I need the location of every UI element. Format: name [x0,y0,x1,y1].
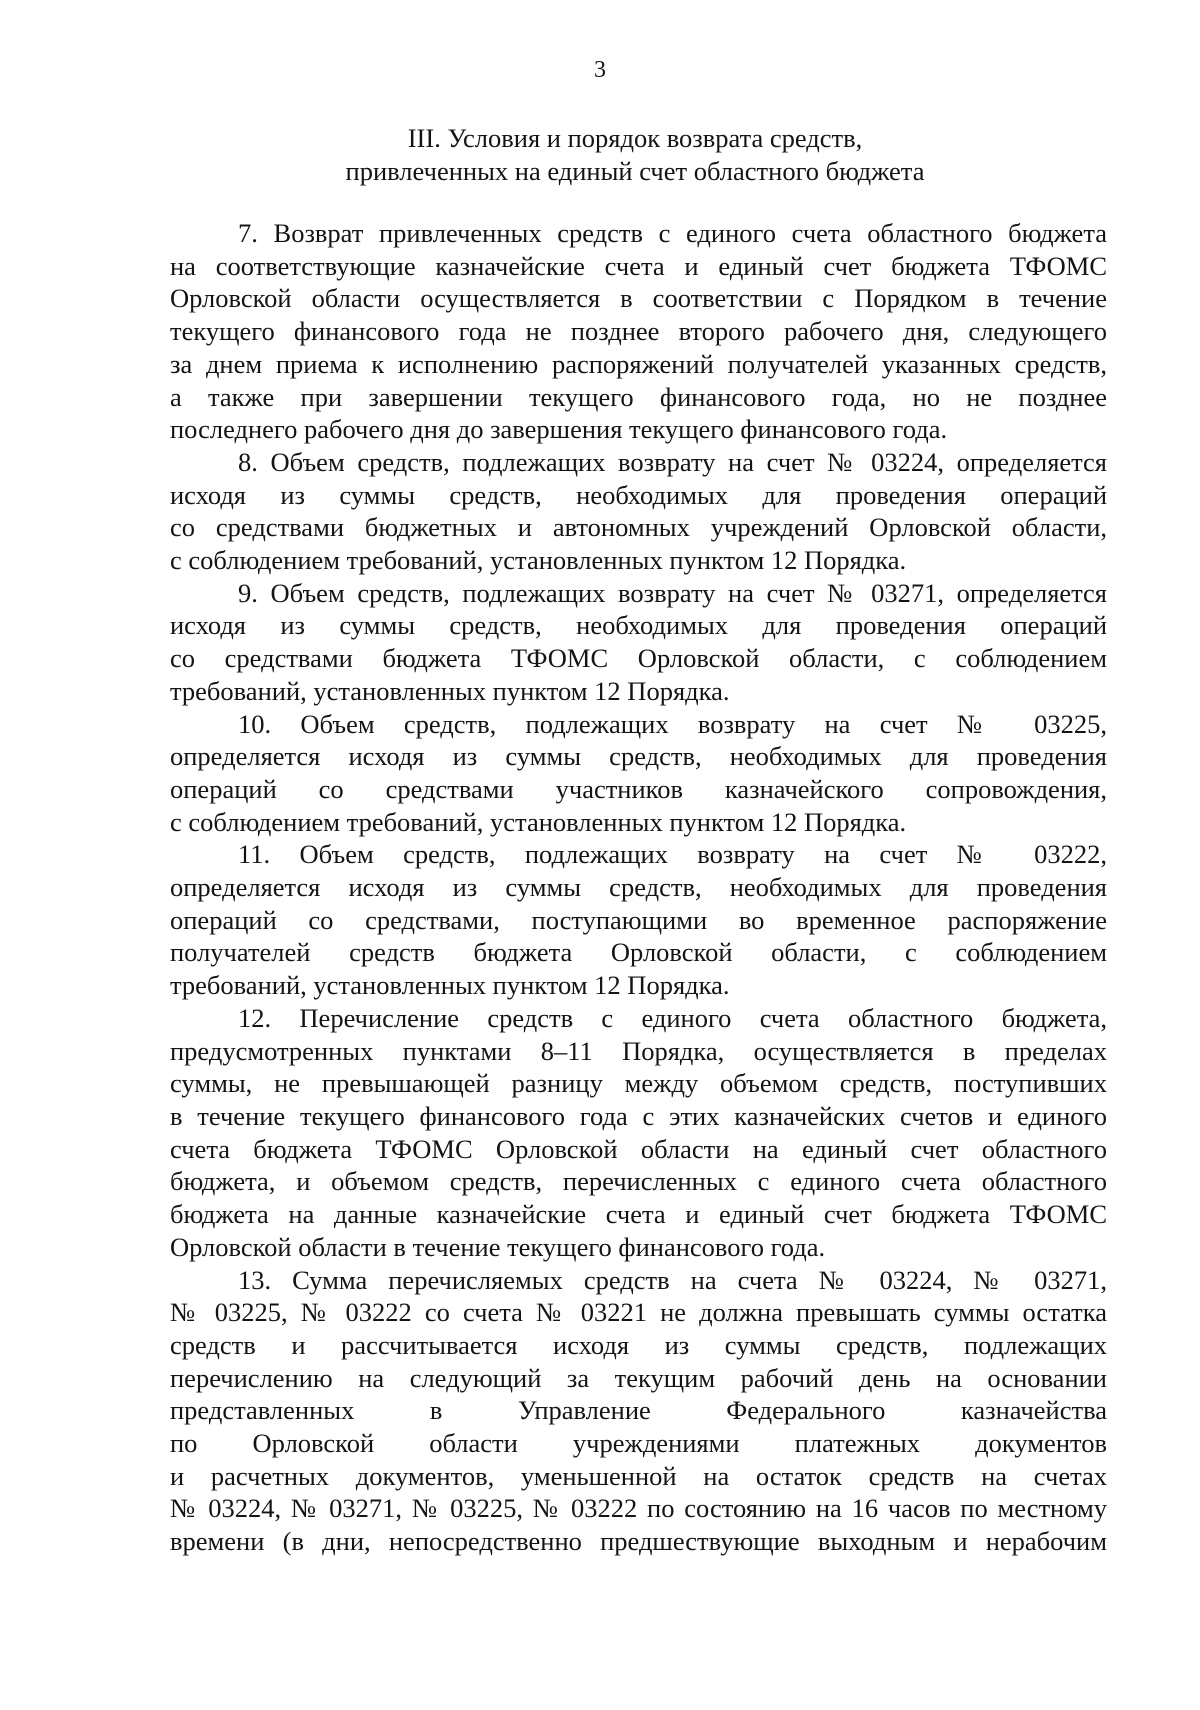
paragraph-line: 8. Объем средств, подлежащих возврату на счет № 03224, определяется [238,446,1107,477]
section-heading-line: III. Условия и порядок возврата средств, [407,123,863,153]
paragraph-line: последнего рабочего дня до завершения текущего финансового года. [170,414,948,445]
paragraph [170,1002,1107,1264]
paragraph [170,838,1107,1002]
paragraph-line: исходя из суммы средств, необходимых для проведения операций [170,610,1107,641]
paragraph-line: № 03224, № 03271, № 03225, № 03222 по состоянию на 16 часов по местному [170,1493,1107,1524]
paragraph-line: 10. Объем средств, подлежащих возврату на счет № 03225, [238,708,1107,739]
paragraph-line: по Орловской области учреждениями платежных документов [170,1428,1107,1459]
paragraph-line: получателей средств бюджета Орловской области, с соблюдением [170,937,1107,968]
paragraph-line: № 03225, № 03222 со счета № 03221 не должна превышать суммы остатка [170,1297,1107,1328]
paragraph-line: счета бюджета ТФОМС Орловской области на единый счет областного [170,1133,1107,1164]
paragraph-line: 12. Перечисление средств с единого счета областного бюджета, [238,1002,1107,1033]
paragraph-line: операций со средствами участников казначейского сопровождения, [170,773,1107,804]
paragraph-line: операций со средствами, поступающими во временное распоряжение [170,904,1107,935]
paragraph-line: а также при завершении текущего финансового года, но не позднее [170,381,1107,412]
paragraph-line: текущего финансового года не позднее второго рабочего дня, следующего [170,316,1107,347]
paragraph-line: с соблюдением требований, установленных пунктом 12 Порядка. [170,806,907,837]
paragraph-line: определяется исходя из суммы средств, необходимых для проведения [170,741,1107,772]
paragraph-line: суммы, не превышающей разницу между объемом средств, поступивших [170,1068,1107,1099]
section-heading-line: привлеченных на единый счет областного бюджета [345,156,925,186]
paragraph-line: требований, установленных пунктом 12 Порядка. [170,970,730,1001]
paragraph-line: 11. Объем средств, подлежащих возврату на счет № 03222, [238,839,1107,870]
paragraph-line: бюджета на данные казначейские счета и единый счет бюджета ТФОМС [170,1199,1107,1230]
paragraph [170,217,1107,446]
paragraph-line: в течение текущего финансового года с этих казначейских счетов и единого [170,1100,1107,1131]
paragraph-line: на соответствующие казначейские счета и единый счет бюджета ТФОМС [170,250,1107,281]
paragraph-line: 9. Объем средств, подлежащих возврату на счет № 03271, определяется [238,577,1107,608]
paragraph [170,1264,1107,1558]
section-heading [170,122,1100,188]
paragraph [170,446,1107,577]
paragraph-line: исходя из суммы средств, необходимых для проведения операций [170,479,1107,510]
paragraph-line: со средствами бюджетных и автономных учреждений Орловской области, [170,512,1107,543]
paragraph-line: предусмотренных пунктами 8–11 Порядка, осуществляется в пределах [170,1035,1107,1066]
paragraph-line: Орловской области осуществляется в соответствии с Порядком в течение [170,283,1107,314]
paragraph-line: и расчетных документов, уменьшенной на остаток средств на счетах [170,1460,1107,1491]
paragraph-line: Орловской области в течение текущего финансового года. [170,1231,826,1262]
paragraph-line: со средствами бюджета ТФОМС Орловской области, с соблюдением [170,643,1107,674]
page-number: 3 [594,57,606,83]
paragraph-line: времени (в дни, непосредственно предшествующие выходным и нерабочим [170,1526,1107,1557]
paragraph-line: средств и рассчитывается исходя из суммы средств, подлежащих [170,1329,1107,1360]
paragraph-line: перечислению на следующий за текущим рабочий день на основании [170,1362,1107,1393]
paragraph-line: с соблюдением требований, установленных пунктом 12 Порядка. [170,545,907,576]
document-body [170,217,1107,1558]
paragraph-line: за днем приема к исполнению распоряжений получателей указанных средств, [170,348,1107,379]
paragraph-line: 13. Сумма перечисляемых средств на счета № 03224, № 03271, [238,1264,1107,1295]
paragraph-line: бюджета, и объемом средств, перечисленных с единого счета областного [170,1166,1107,1197]
paragraph-line: определяется исходя из суммы средств, необходимых для проведения [170,872,1107,903]
paragraph-line: 7. Возврат привлеченных средств с единого счета областного бюджета [238,218,1107,248]
paragraph-line: требований, установленных пунктом 12 Порядка. [170,675,730,706]
paragraph [170,708,1107,839]
paragraph-line: представленных в Управление Федерального казначейства [170,1395,1107,1426]
paragraph [170,577,1107,708]
